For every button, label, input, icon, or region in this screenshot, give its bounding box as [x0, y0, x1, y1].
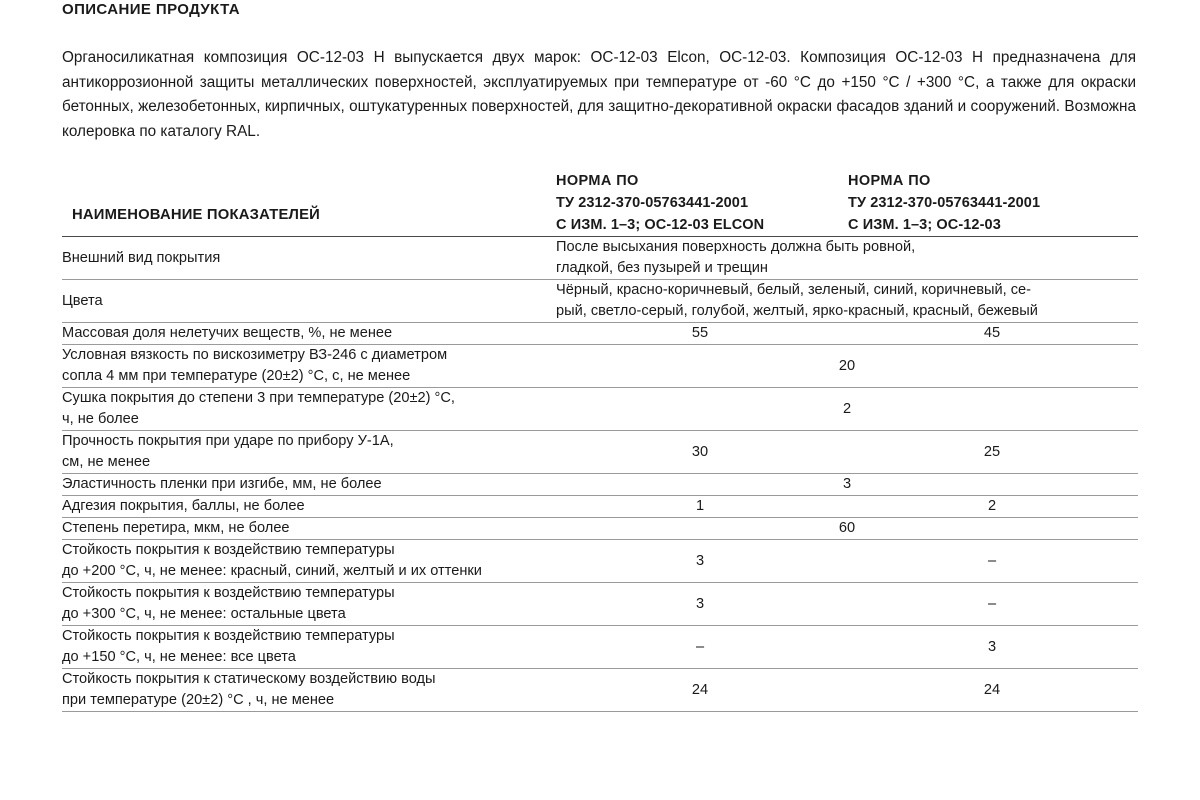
row-value-line: 60 — [838, 520, 856, 536]
row-value-elcon: 1 — [695, 498, 705, 514]
row-label — [62, 388, 554, 431]
row-value-standard: 45 — [983, 325, 1001, 341]
row-value-merged — [554, 474, 1138, 496]
column-header-line: С ИЗМ. 1–3; ОС-12-03 ELCON — [556, 217, 765, 233]
row-value-merged — [554, 237, 1138, 280]
row-label-line: Сушка покрытия до степени 3 при температуре (20±2) °С, — [62, 390, 455, 406]
row-value-standard: 2 — [987, 498, 997, 514]
specification-table — [62, 170, 1138, 712]
row-value-line: рый, светло-серый, голубой, желтый, ярко-красный, красный, бежевый — [556, 303, 1038, 319]
row-label — [62, 474, 554, 496]
row-value-standard: – — [987, 552, 997, 569]
row-label-line: сопла 4 мм при температуре (20±2) °С, с, не менее — [62, 368, 411, 384]
table-row — [62, 540, 1138, 583]
row-label-line: Массовая доля нелетучих веществ, %, не менее — [62, 325, 393, 341]
page-title: ОПИСАНИЕ ПРОДУКТА — [62, 1, 240, 18]
row-label-line: Прочность покрытия при ударе по прибору У-1А, — [62, 433, 394, 449]
row-value-standard: 24 — [983, 681, 1001, 698]
row-label — [62, 583, 554, 626]
row-label — [62, 496, 554, 518]
row-value-elcon: 3 — [695, 552, 705, 569]
row-value-standard: – — [987, 595, 997, 612]
table-row — [62, 669, 1138, 712]
row-label-line: Стойкость покрытия к воздействию температуры — [62, 542, 395, 558]
row-label-line: ч, не более — [62, 411, 139, 427]
row-value-line: гладкой, без пузырей и трещин — [556, 260, 768, 276]
row-label — [62, 345, 554, 388]
row-value-merged — [554, 388, 1138, 431]
row-label-line: до +200 °С, ч, не менее: красный, синий, желтый и их оттенки — [62, 563, 482, 579]
row-value-line: Чёрный, красно-коричневый, белый, зеленый, синий, коричневый, се- — [556, 282, 1032, 298]
row-label — [62, 431, 554, 474]
table-row — [62, 474, 1138, 496]
column-header-name: НАИМЕНОВАНИЕ ПОКАЗАТЕЛЕЙ — [62, 170, 554, 237]
row-label — [62, 626, 554, 669]
table-row — [62, 388, 1138, 431]
row-value-elcon: – — [695, 638, 705, 655]
column-header-norm-elcon — [554, 170, 846, 237]
row-label — [62, 669, 554, 712]
row-value-merged — [554, 345, 1138, 388]
row-label-line: Эластичность пленки при изгибе, мм, не более — [62, 476, 382, 492]
row-label-line: см, не менее — [62, 454, 151, 470]
column-header-line: НОРМА ПО — [848, 173, 931, 189]
row-value-line: 20 — [838, 357, 856, 374]
table-row — [62, 496, 1138, 518]
row-label — [62, 518, 554, 540]
row-label-line: при температуре (20±2) °С , ч, не менее — [62, 692, 335, 708]
table-row — [62, 345, 1138, 388]
row-label — [62, 540, 554, 583]
row-value-standard: 3 — [987, 638, 997, 655]
row-label-line: Условная вязкость по вискозиметру ВЗ-246 с диаметром — [62, 347, 448, 363]
table-row — [62, 280, 1138, 323]
table-row — [62, 323, 1138, 345]
column-header-line: С ИЗМ. 1–3; ОС-12-03 — [848, 217, 1001, 233]
column-header-line: ТУ 2312-370-05763441-2001 — [556, 195, 749, 211]
row-label-line: Степень перетира, мкм, не более — [62, 520, 290, 536]
column-header-line: НОРМА ПО — [556, 173, 639, 189]
row-value-merged — [554, 280, 1138, 323]
table-row — [62, 583, 1138, 626]
table-header — [62, 170, 1138, 237]
row-label-line: Стойкость покрытия к воздействию температуры — [62, 628, 395, 644]
row-label-line: до +150 °С, ч, не менее: все цвета — [62, 649, 296, 665]
row-value-elcon: 24 — [691, 681, 709, 698]
row-value-elcon: 30 — [691, 443, 709, 460]
column-header-norm-standard — [846, 170, 1138, 237]
row-value-line: 3 — [842, 476, 852, 492]
table-row — [62, 431, 1138, 474]
row-value-merged — [554, 518, 1138, 540]
row-label-line: Адгезия покрытия, баллы, не более — [62, 498, 305, 514]
row-value-standard: 25 — [983, 443, 1001, 460]
table-body — [62, 237, 1138, 712]
row-label-line: Стойкость покрытия к статическому воздействию воды — [62, 671, 436, 687]
row-value-elcon: 55 — [691, 325, 709, 341]
table-row — [62, 518, 1138, 540]
table-row — [62, 237, 1138, 280]
row-label — [62, 280, 554, 323]
row-label — [62, 237, 554, 280]
row-label-line: Стойкость покрытия к воздействию температуры — [62, 585, 395, 601]
table-row — [62, 626, 1138, 669]
row-value-elcon: 3 — [695, 595, 705, 612]
product-description-paragraph: Органосиликатная композиция ОС-12-03 Н выпускается двух марок: ОС-12-03 Elcon, ОС-12-03. Композиция ОС-12-03 Н предназначена для антикоррозионной защиты металлических поверхностей, эксплуатируемых при температуре от -60 °С до +150 °С / +300 °С, а также для окраски бетонных, железобетонных, кирпичных, оштукатуренных поверхностей, для защитно-декоративной окраски фасадов зданий и сооружений. Возможна колеровка по каталогу RAL. — [62, 49, 1136, 140]
row-value-line: После высыхания поверхность должна быть ровной, — [556, 239, 916, 255]
row-label-line: Внешний вид покрытия — [62, 249, 221, 266]
row-label-line: до +300 °С, ч, не менее: остальные цвета — [62, 606, 346, 622]
row-label-line: Цвета — [62, 292, 103, 309]
row-value-line: 2 — [842, 400, 852, 417]
column-header-line: ТУ 2312-370-05763441-2001 — [848, 195, 1041, 211]
row-label — [62, 323, 554, 345]
